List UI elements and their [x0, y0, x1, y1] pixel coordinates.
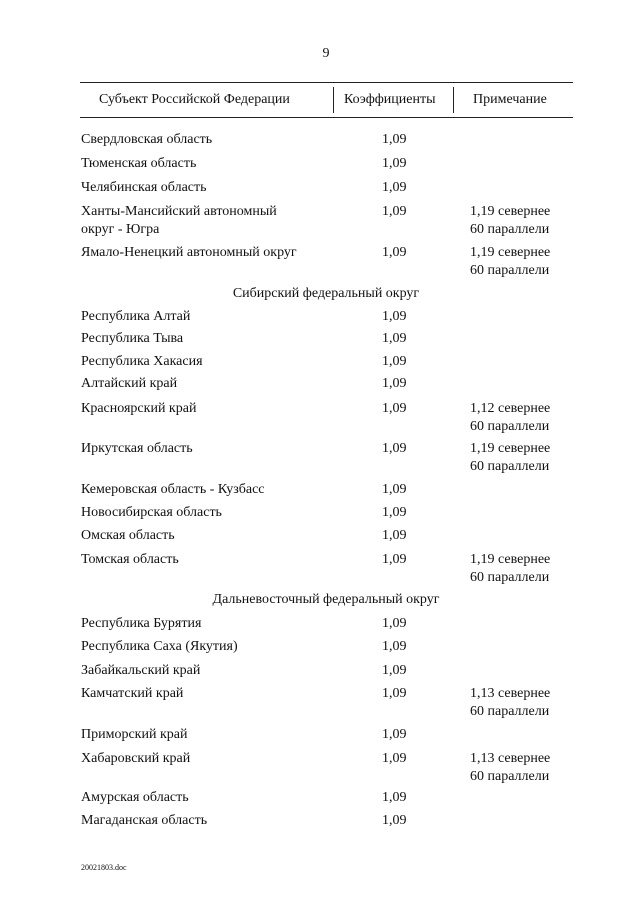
header-divider — [453, 87, 454, 113]
region-name: Иркутская область — [81, 441, 193, 456]
coefficient: 1,09 — [382, 441, 407, 456]
section-heading: Дальневосточный федеральный округ — [212, 592, 440, 607]
coefficient: 1,09 — [382, 401, 407, 416]
table-header — [80, 82, 573, 118]
region-name: Кемеровская область - Кузбасс — [81, 482, 265, 497]
region-name: Новосибирская область — [81, 505, 222, 520]
coefficient: 1,09 — [382, 156, 407, 171]
region-name: Томская область — [81, 552, 179, 567]
region-name: Алтайский край — [81, 376, 178, 391]
region-name: Республика Бурятия — [81, 616, 202, 631]
region-name: Челябинская область — [81, 180, 207, 195]
note: 1,19 севернее 60 параллели — [470, 204, 551, 237]
note: 1,19 севернее 60 параллели — [470, 552, 551, 585]
file-name-footer: 20021803.doc — [81, 863, 127, 872]
header-divider — [333, 87, 334, 113]
region-name: Приморский край — [81, 727, 188, 742]
coefficient: 1,09 — [382, 552, 407, 567]
header-note: Примечание — [473, 92, 547, 107]
header-subject: Субъект Российской Федерации — [99, 92, 290, 107]
coefficient: 1,09 — [382, 482, 407, 497]
region-name: Республика Тыва — [81, 331, 184, 346]
region-name: Магаданская область — [81, 813, 208, 828]
coefficient: 1,09 — [382, 790, 407, 805]
region-name: Республика Алтай — [81, 309, 191, 324]
coefficient: 1,09 — [382, 751, 407, 766]
note: 1,12 севернее 60 параллели — [470, 401, 551, 434]
region-name: Республика Хакасия — [81, 354, 203, 369]
coefficient: 1,09 — [382, 813, 407, 828]
note: 1,13 севернее 60 параллели — [470, 686, 551, 719]
note: 1,19 севернее 60 параллели — [470, 245, 551, 278]
region-name: Ханты-Мансийский автономный округ - Югра — [81, 204, 277, 237]
region-name: Хабаровский край — [81, 751, 191, 766]
coefficient: 1,09 — [382, 528, 407, 543]
region-name: Красноярский край — [81, 401, 197, 416]
coefficient: 1,09 — [382, 354, 407, 369]
coefficient: 1,09 — [382, 309, 407, 324]
coefficient: 1,09 — [382, 505, 407, 520]
region-name: Камчатский край — [81, 686, 184, 701]
coefficient: 1,09 — [382, 180, 407, 195]
region-name: Тюменская область — [81, 156, 197, 171]
coefficient: 1,09 — [382, 663, 407, 678]
coefficient: 1,09 — [382, 639, 407, 654]
coefficient: 1,09 — [382, 616, 407, 631]
note: 1,13 севернее 60 параллели — [470, 751, 551, 784]
region-name: Амурская область — [81, 790, 189, 805]
coefficient: 1,09 — [382, 245, 407, 260]
region-name: Ямало-Ненецкий автономный округ — [81, 245, 297, 260]
region-name: Республика Саха (Якутия) — [81, 639, 238, 654]
coefficient: 1,09 — [382, 331, 407, 346]
header-coefficients: Коэффициенты — [344, 92, 436, 107]
region-name: Забайкальский край — [81, 663, 201, 678]
coefficient: 1,09 — [382, 132, 407, 147]
note: 1,19 севернее 60 параллели — [470, 441, 551, 474]
region-name: Омская область — [81, 528, 175, 543]
region-name: Свердловская область — [81, 132, 213, 147]
coefficient: 1,09 — [382, 204, 407, 219]
coefficient: 1,09 — [382, 686, 407, 701]
section-heading: Сибирский федеральный округ — [232, 286, 420, 301]
coefficient: 1,09 — [382, 727, 407, 742]
page-number: 9 — [322, 46, 330, 61]
coefficient: 1,09 — [382, 376, 407, 391]
